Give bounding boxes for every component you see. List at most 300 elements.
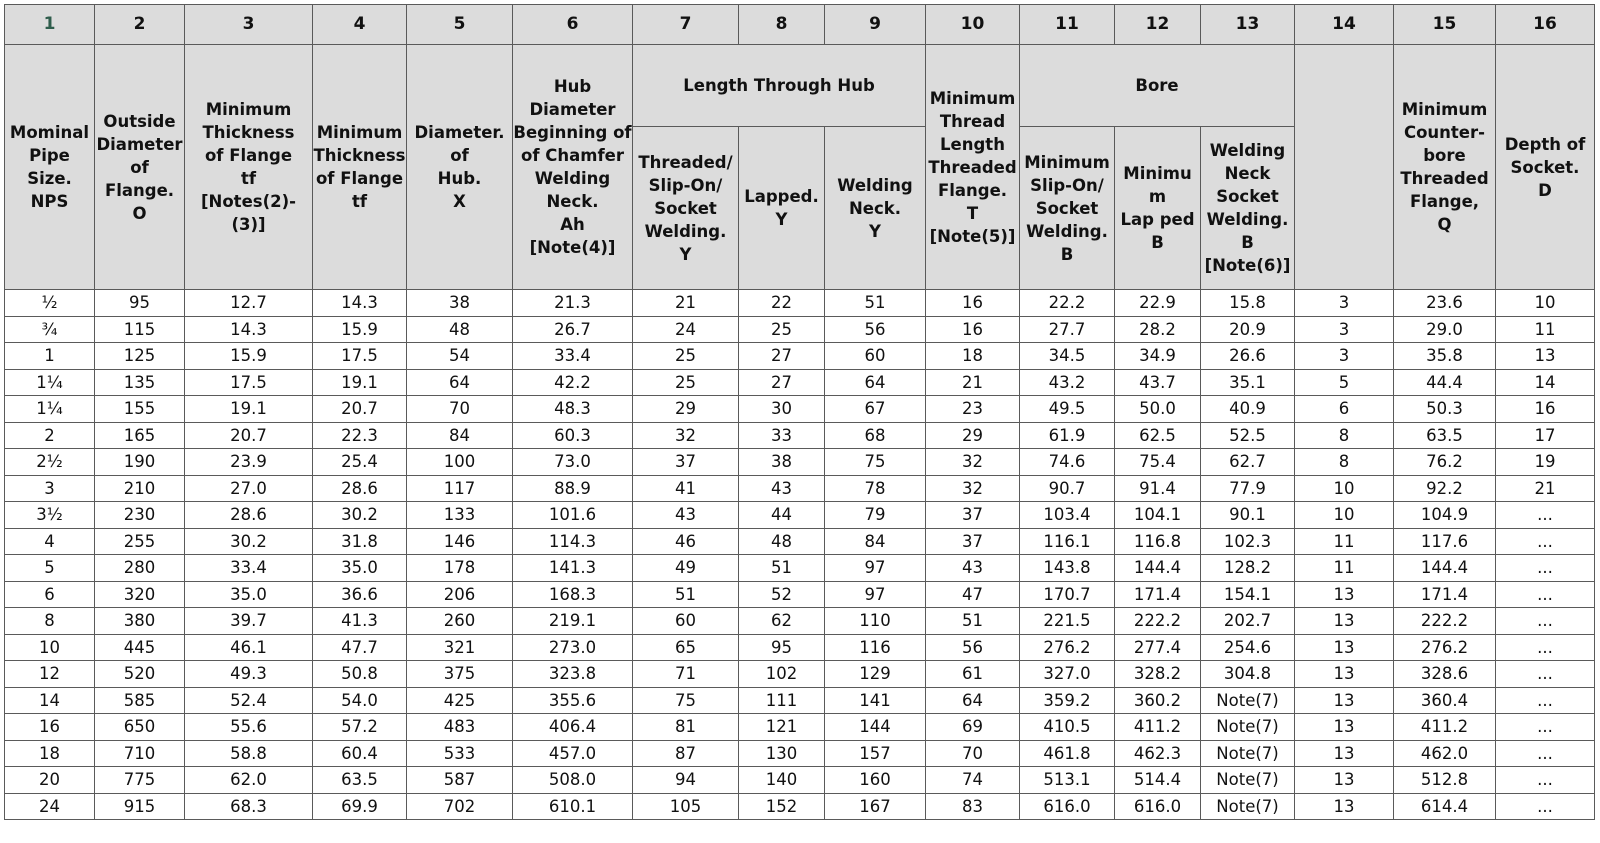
table-cell: 328.6	[1394, 661, 1496, 688]
table-cell: 60.3	[513, 422, 633, 449]
table-cell: 144	[825, 714, 926, 741]
table-cell: 230	[95, 502, 185, 529]
table-cell: 411.2	[1115, 714, 1201, 741]
table-cell: 321	[407, 634, 513, 661]
table-cell: 10	[5, 634, 95, 661]
table-cell: 105	[633, 793, 739, 820]
table-cell: 35.1	[1201, 369, 1295, 396]
table-cell: 17.5	[185, 369, 313, 396]
table-cell: 43	[926, 555, 1020, 582]
table-row	[5, 502, 1595, 529]
table-cell: 35.0	[185, 581, 313, 608]
header-bore-lapped: Minimu m Lap ped B	[1115, 127, 1201, 290]
table-cell: 375	[407, 661, 513, 688]
table-cell: 32	[633, 422, 739, 449]
table-cell: ...	[1496, 581, 1595, 608]
table-cell: 167	[825, 793, 926, 820]
column-number: 4	[313, 5, 407, 45]
table-cell: 190	[95, 449, 185, 476]
table-cell: 23.6	[1394, 290, 1496, 317]
table-cell: 23	[926, 396, 1020, 423]
table-cell: 323.8	[513, 661, 633, 688]
table-cell: 6	[5, 581, 95, 608]
table-cell: 49.3	[185, 661, 313, 688]
table-cell: 144.4	[1115, 555, 1201, 582]
table-row	[5, 634, 1595, 661]
table-cell: 168.3	[513, 581, 633, 608]
table-cell: 610.1	[513, 793, 633, 820]
table-cell: 97	[825, 555, 926, 582]
table-cell: 29	[633, 396, 739, 423]
column-number: 2	[95, 5, 185, 45]
table-row	[5, 316, 1595, 343]
table-cell: ...	[1496, 661, 1595, 688]
table-cell: 614.4	[1394, 793, 1496, 820]
table-cell: 51	[825, 290, 926, 317]
table-cell: 15.9	[185, 343, 313, 370]
table-cell: 23.9	[185, 449, 313, 476]
table-cell: 121	[739, 714, 825, 741]
table-cell: ...	[1496, 767, 1595, 794]
table-cell: 3	[1295, 316, 1394, 343]
header-column-14	[1295, 45, 1394, 290]
table-row	[5, 369, 1595, 396]
table-cell: 26.7	[513, 316, 633, 343]
table-cell: 51	[926, 608, 1020, 635]
table-cell: 406.4	[513, 714, 633, 741]
table-cell: 5	[1295, 369, 1394, 396]
table-row	[5, 767, 1595, 794]
table-cell: 5	[5, 555, 95, 582]
header-length-through-hub: Length Through Hub	[633, 45, 926, 127]
table-cell: 165	[95, 422, 185, 449]
table-cell: 508.0	[513, 767, 633, 794]
table-cell: 8	[5, 608, 95, 635]
column-number: 6	[513, 5, 633, 45]
table-cell: ...	[1496, 793, 1595, 820]
table-cell: 69.9	[313, 793, 407, 820]
table-cell: ...	[1496, 555, 1595, 582]
table-cell: 114.3	[513, 528, 633, 555]
table-cell: 2	[5, 422, 95, 449]
table-cell: 79	[825, 502, 926, 529]
table-cell: 104.9	[1394, 502, 1496, 529]
table-cell: 13	[1295, 634, 1394, 661]
table-cell: 327.0	[1020, 661, 1115, 688]
table-row	[5, 449, 1595, 476]
column-number: 16	[1496, 5, 1595, 45]
table-cell: 60	[825, 343, 926, 370]
table-row	[5, 581, 1595, 608]
table-cell: 125	[95, 343, 185, 370]
table-cell: 157	[825, 740, 926, 767]
column-number: 9	[825, 5, 926, 45]
table-cell: 25	[633, 343, 739, 370]
table-cell: 48	[407, 316, 513, 343]
table-cell: 273.0	[513, 634, 633, 661]
table-cell: 90.7	[1020, 475, 1115, 502]
table-cell: 74	[926, 767, 1020, 794]
table-cell: 160	[825, 767, 926, 794]
header-outside-diameter: Outside Diameter of Flange. O	[95, 45, 185, 290]
table-cell: 55.6	[185, 714, 313, 741]
table-cell: 27.0	[185, 475, 313, 502]
table-cell: 3½	[5, 502, 95, 529]
table-cell: 10	[1496, 290, 1595, 317]
table-cell: 110	[825, 608, 926, 635]
table-cell: 111	[739, 687, 825, 714]
table-cell: 13	[1295, 793, 1394, 820]
table-cell: 52.4	[185, 687, 313, 714]
table-cell: 20	[5, 767, 95, 794]
table-cell: 3	[1295, 290, 1394, 317]
table-cell: 130	[739, 740, 825, 767]
table-cell: 56	[825, 316, 926, 343]
table-cell: 328.2	[1115, 661, 1201, 688]
table-cell: 3	[5, 475, 95, 502]
table-cell: 92.2	[1394, 475, 1496, 502]
table-cell: 21	[633, 290, 739, 317]
header-bore-slipon: Minimum Slip-On/ Socket Welding. B	[1020, 127, 1115, 290]
table-cell: 25	[739, 316, 825, 343]
table-cell: 44.4	[1394, 369, 1496, 396]
table-cell: 77.9	[1201, 475, 1295, 502]
table-cell: 410.5	[1020, 714, 1115, 741]
table-cell: 20.7	[185, 422, 313, 449]
table-cell: 70	[407, 396, 513, 423]
table-cell: 38	[407, 290, 513, 317]
table-cell: Note(7)	[1201, 687, 1295, 714]
table-cell: 144.4	[1394, 555, 1496, 582]
table-cell: 14.3	[313, 290, 407, 317]
table-cell: 915	[95, 793, 185, 820]
table-cell: 425	[407, 687, 513, 714]
table-cell: 75	[825, 449, 926, 476]
table-cell: 13	[1295, 740, 1394, 767]
table-cell: 650	[95, 714, 185, 741]
table-cell: 170.7	[1020, 581, 1115, 608]
table-cell: 206	[407, 581, 513, 608]
table-cell: 13	[1295, 687, 1394, 714]
table-row	[5, 714, 1595, 741]
table-cell: 22	[739, 290, 825, 317]
table-cell: 69	[926, 714, 1020, 741]
table-cell: 30.2	[313, 502, 407, 529]
table-cell: 33	[739, 422, 825, 449]
column-number: 5	[407, 5, 513, 45]
table-cell: 276.2	[1394, 634, 1496, 661]
table-cell: 133	[407, 502, 513, 529]
table-cell: 64	[825, 369, 926, 396]
header-thread-length: Minimum Thread Length Threaded Flange. T [Note(5)]	[926, 45, 1020, 290]
table-cell: 152	[739, 793, 825, 820]
table-cell: 47.7	[313, 634, 407, 661]
header-socket-depth: Depth of Socket. D	[1496, 45, 1595, 290]
table-cell: 43.2	[1020, 369, 1115, 396]
table-cell: 40.9	[1201, 396, 1295, 423]
table-cell: 171.4	[1394, 581, 1496, 608]
table-cell: 29	[926, 422, 1020, 449]
table-cell: 702	[407, 793, 513, 820]
table-cell: 29.0	[1394, 316, 1496, 343]
table-cell: 104.1	[1115, 502, 1201, 529]
table-cell: 87	[633, 740, 739, 767]
table-row	[5, 290, 1595, 317]
table-cell: 44	[739, 502, 825, 529]
table-cell: 445	[95, 634, 185, 661]
table-row	[5, 555, 1595, 582]
table-cell: 28.6	[313, 475, 407, 502]
table-cell: 11	[1496, 316, 1595, 343]
table-cell: 141.3	[513, 555, 633, 582]
table-cell: 62.5	[1115, 422, 1201, 449]
table-cell: 280	[95, 555, 185, 582]
table-cell: 461.8	[1020, 740, 1115, 767]
header-nps: Mominal Pipe Size. NPS	[5, 45, 95, 290]
table-cell: 28.2	[1115, 316, 1201, 343]
table-cell: 60.4	[313, 740, 407, 767]
table-cell: 1¼	[5, 369, 95, 396]
table-cell: 20.7	[313, 396, 407, 423]
table-cell: 533	[407, 740, 513, 767]
table-cell: 221.5	[1020, 608, 1115, 635]
table-cell: 13	[1496, 343, 1595, 370]
table-cell: 95	[739, 634, 825, 661]
table-cell: 32	[926, 449, 1020, 476]
table-cell: 27.7	[1020, 316, 1115, 343]
table-row	[5, 687, 1595, 714]
table-cell: Note(7)	[1201, 714, 1295, 741]
table-cell: ¾	[5, 316, 95, 343]
table-cell: 36.6	[313, 581, 407, 608]
table-cell: 47	[926, 581, 1020, 608]
table-cell: 60	[633, 608, 739, 635]
table-cell: 3	[1295, 343, 1394, 370]
table-row	[5, 343, 1595, 370]
table-cell: 18	[5, 740, 95, 767]
table-cell: 129	[825, 661, 926, 688]
table-row	[5, 528, 1595, 555]
table-row	[5, 475, 1595, 502]
table-cell: 102	[739, 661, 825, 688]
table-cell: 75.4	[1115, 449, 1201, 476]
table-cell: 21	[926, 369, 1020, 396]
table-cell: 38	[739, 449, 825, 476]
table-cell: 13	[1295, 714, 1394, 741]
table-cell: 146	[407, 528, 513, 555]
table-cell: 49.5	[1020, 396, 1115, 423]
table-cell: 103.4	[1020, 502, 1115, 529]
table-cell: 26.6	[1201, 343, 1295, 370]
table-cell: 222.2	[1394, 608, 1496, 635]
table-cell: 54	[407, 343, 513, 370]
table-cell: 28.6	[185, 502, 313, 529]
table-cell: 41.3	[313, 608, 407, 635]
table-cell: 2½	[5, 449, 95, 476]
table-cell: 78	[825, 475, 926, 502]
table-cell: 380	[95, 608, 185, 635]
table-cell: 18	[926, 343, 1020, 370]
table-cell: 21	[1496, 475, 1595, 502]
table-cell: 63.5	[1394, 422, 1496, 449]
table-cell: 62	[739, 608, 825, 635]
table-cell: Note(7)	[1201, 767, 1295, 794]
table-cell: 355.6	[513, 687, 633, 714]
table-cell: 39.7	[185, 608, 313, 635]
table-cell: 91.4	[1115, 475, 1201, 502]
table-cell: 12.7	[185, 290, 313, 317]
column-number-row	[5, 5, 1595, 45]
table-cell: 24	[5, 793, 95, 820]
table-cell: 14	[5, 687, 95, 714]
table-cell: 27	[739, 369, 825, 396]
table-cell: 37	[926, 528, 1020, 555]
column-number: 7	[633, 5, 739, 45]
table-cell: 33.4	[185, 555, 313, 582]
table-cell: 117	[407, 475, 513, 502]
table-cell: 13	[1295, 581, 1394, 608]
table-cell: ...	[1496, 528, 1595, 555]
table-cell: 43.7	[1115, 369, 1201, 396]
table-cell: 320	[95, 581, 185, 608]
table-cell: 22.2	[1020, 290, 1115, 317]
table-cell: 42.2	[513, 369, 633, 396]
table-cell: 616.0	[1020, 793, 1115, 820]
table-cell: 254.6	[1201, 634, 1295, 661]
table-cell: 202.7	[1201, 608, 1295, 635]
table-cell: 22.3	[313, 422, 407, 449]
table-cell: ½	[5, 290, 95, 317]
table-cell: 57.2	[313, 714, 407, 741]
table-row	[5, 422, 1595, 449]
table-cell: 115	[95, 316, 185, 343]
table-cell: 141	[825, 687, 926, 714]
flange-dimensions-table-container	[4, 4, 1595, 820]
table-cell: 19.1	[313, 369, 407, 396]
table-cell: 411.2	[1394, 714, 1496, 741]
table-cell: 710	[95, 740, 185, 767]
table-cell: 34.9	[1115, 343, 1201, 370]
table-cell: 8	[1295, 422, 1394, 449]
table-cell: 4	[5, 528, 95, 555]
table-cell: 63.5	[313, 767, 407, 794]
table-cell: 6	[1295, 396, 1394, 423]
table-cell: 260	[407, 608, 513, 635]
table-cell: 50.0	[1115, 396, 1201, 423]
table-cell: 61	[926, 661, 1020, 688]
table-cell: 457.0	[513, 740, 633, 767]
table-cell: 585	[95, 687, 185, 714]
table-cell: 19.1	[185, 396, 313, 423]
table-cell: 56	[926, 634, 1020, 661]
table-cell: 13	[1295, 767, 1394, 794]
table-cell: 513.1	[1020, 767, 1115, 794]
table-cell: 41	[633, 475, 739, 502]
table-cell: ...	[1496, 502, 1595, 529]
table-cell: 11	[1295, 528, 1394, 555]
table-cell: 359.2	[1020, 687, 1115, 714]
table-cell: 116	[825, 634, 926, 661]
table-cell: 512.8	[1394, 767, 1496, 794]
flange-dimensions-table	[4, 4, 1595, 820]
table-row	[5, 661, 1595, 688]
table-cell: 219.1	[513, 608, 633, 635]
table-cell: 1	[5, 343, 95, 370]
column-number: 11	[1020, 5, 1115, 45]
table-cell: 140	[739, 767, 825, 794]
table-cell: 97	[825, 581, 926, 608]
table-cell: ...	[1496, 608, 1595, 635]
table-cell: 35.8	[1394, 343, 1496, 370]
table-cell: 95	[95, 290, 185, 317]
table-cell: 483	[407, 714, 513, 741]
table-cell: 48	[739, 528, 825, 555]
table-cell: 8	[1295, 449, 1394, 476]
table-cell: 48.3	[513, 396, 633, 423]
table-cell: 62.0	[185, 767, 313, 794]
table-cell: 101.6	[513, 502, 633, 529]
table-cell: 462.0	[1394, 740, 1496, 767]
table-cell: 88.9	[513, 475, 633, 502]
table-cell: 16	[926, 290, 1020, 317]
table-cell: 37	[926, 502, 1020, 529]
table-cell: 64	[926, 687, 1020, 714]
table-cell: 17	[1496, 422, 1595, 449]
table-cell: 21.3	[513, 290, 633, 317]
table-cell: 37	[633, 449, 739, 476]
table-cell: 50.3	[1394, 396, 1496, 423]
table-cell: 58.8	[185, 740, 313, 767]
table-cell: 117.6	[1394, 528, 1496, 555]
table-cell: 65	[633, 634, 739, 661]
table-cell: 116.1	[1020, 528, 1115, 555]
table-cell: 27	[739, 343, 825, 370]
header-bore: Bore	[1020, 45, 1295, 127]
table-cell: 154.1	[1201, 581, 1295, 608]
table-cell: 20.9	[1201, 316, 1295, 343]
table-cell: ...	[1496, 714, 1595, 741]
table-cell: 25	[633, 369, 739, 396]
table-cell: 178	[407, 555, 513, 582]
table-cell: 16	[1496, 396, 1595, 423]
table-cell: 116.8	[1115, 528, 1201, 555]
table-cell: 15.8	[1201, 290, 1295, 317]
column-number: 14	[1295, 5, 1394, 45]
table-cell: 73.0	[513, 449, 633, 476]
table-cell: Note(7)	[1201, 793, 1295, 820]
table-cell: 52.5	[1201, 422, 1295, 449]
table-cell: 462.3	[1115, 740, 1201, 767]
table-cell: 70	[926, 740, 1020, 767]
table-cell: 15.9	[313, 316, 407, 343]
column-number: 13	[1201, 5, 1295, 45]
header-lapped: Lapped. Y	[739, 127, 825, 290]
table-cell: 128.2	[1201, 555, 1295, 582]
table-cell: 17.5	[313, 343, 407, 370]
table-row	[5, 396, 1595, 423]
table-cell: 71	[633, 661, 739, 688]
table-cell: 54.0	[313, 687, 407, 714]
table-cell: 13	[1295, 661, 1394, 688]
table-cell: 34.5	[1020, 343, 1115, 370]
table-cell: 14.3	[185, 316, 313, 343]
table-cell: 616.0	[1115, 793, 1201, 820]
table-cell: 360.4	[1394, 687, 1496, 714]
table-cell: 68.3	[185, 793, 313, 820]
table-cell: ...	[1496, 634, 1595, 661]
table-cell: 74.6	[1020, 449, 1115, 476]
table-cell: 24	[633, 316, 739, 343]
